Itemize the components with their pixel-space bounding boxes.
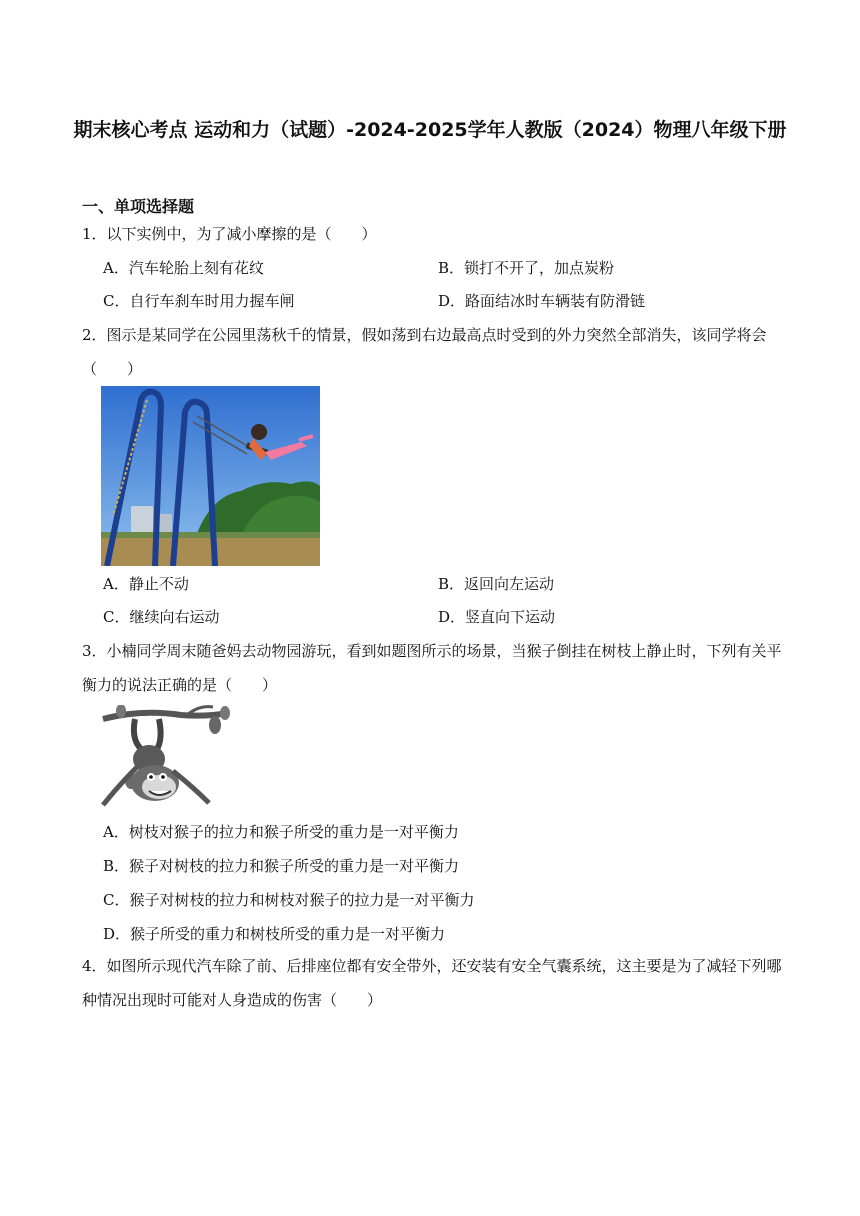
question-1-option-a: A．汽车轮胎上刻有花纹 — [103, 259, 264, 277]
question-3-option-d: D．猴子所受的重力和树枝所受的重力是一对平衡力 — [103, 925, 446, 943]
question-1-option-d: D．路面结冰时车辆装有防滑链 — [438, 292, 646, 310]
question-3-stem: 3．小楠同学周末随爸妈去动物园游玩，看到如题图所示的场景，当猴子倒挂在树枝上静止时，下列有关平衡力的说法正确的是（ ） — [82, 642, 782, 694]
question-3-option-c: C．猴子对树枝的拉力和树枝对猴子的拉力是一对平衡力 — [103, 891, 475, 909]
question-2-option-d: D．竖直向下运动 — [438, 608, 556, 626]
question-2-stem: 2．图示是某同学在公园里荡秋千的情景，假如荡到右边最高点时受到的外力突然全部消失，该同学将会（ ） — [82, 326, 767, 378]
question-3-option-a: A．树枝对猴子的拉力和猴子所受的重力是一对平衡力 — [103, 823, 459, 841]
question-3-option-b: B．猴子对树枝的拉力和猴子所受的重力是一对平衡力 — [103, 857, 460, 875]
question-4-stem: 4．如图所示现代汽车除了前、后排座位都有安全带外，还安装有安全气囊系统，这主要是为了减轻下列哪种情况出现时可能对人身造成的伤害（ ） — [82, 957, 782, 1009]
question-2-option-c: C．继续向右运动 — [103, 608, 220, 626]
question-1-stem: 1．以下实例中，为了减小摩擦的是（ ） — [82, 225, 377, 243]
page-title: 期末核心考点 运动和力（试题）-2024-2025学年人教版（2024）物理八年级下册 — [73, 119, 787, 141]
question-1-option-c: C．自行车刹车时用力握车闸 — [103, 292, 295, 310]
question-2-option-b: B．返回向左运动 — [438, 575, 555, 593]
question-2-option-a: A．静止不动 — [103, 575, 189, 593]
section-heading: 一、单项选择题 — [82, 197, 195, 216]
monkey-picture — [101, 705, 231, 809]
swing-photo — [101, 386, 320, 566]
question-1-option-b: B．锁打不开了，加点炭粉 — [438, 259, 615, 277]
